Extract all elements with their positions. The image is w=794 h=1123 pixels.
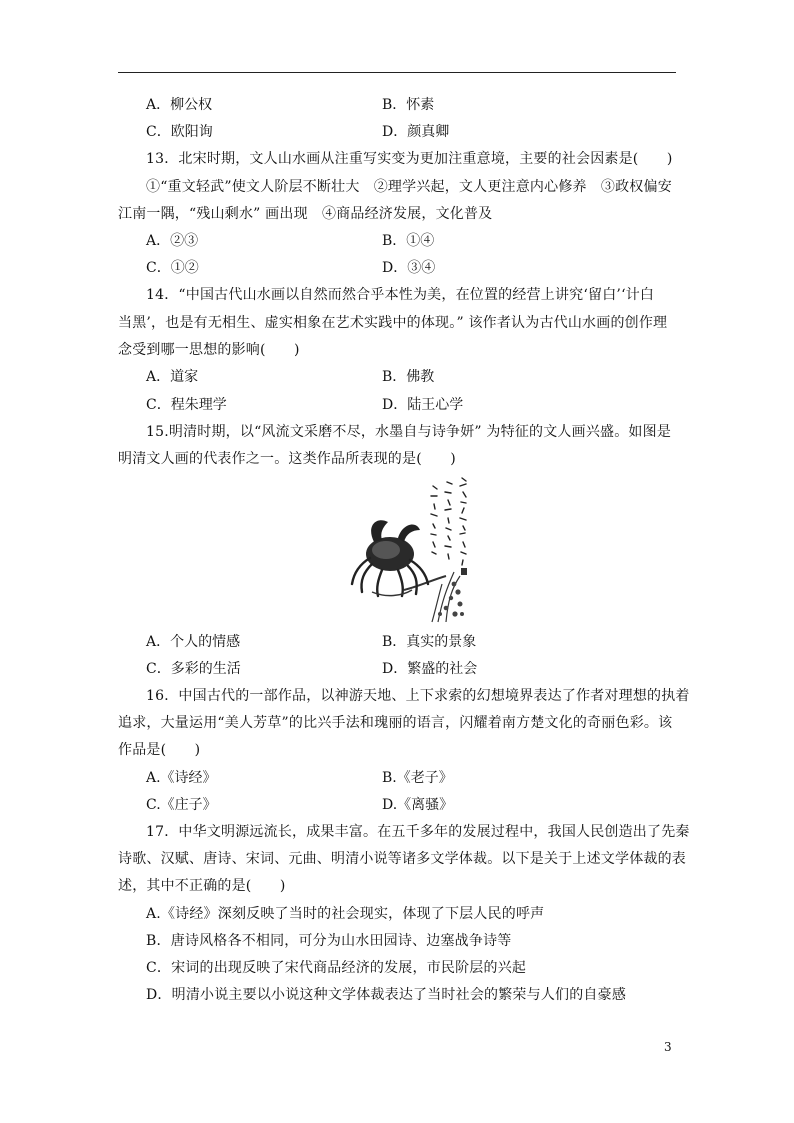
q15-option-d: D．繁盛的社会 [382, 661, 478, 677]
q17-stem-line3: 述，其中不正确的是( ) [118, 878, 286, 894]
q13-option-d: D．③④ [382, 260, 436, 276]
q13-statements-line2: 江南一隅，“残山剩水” 画出现 ④商品经济发展，文化普及 [118, 206, 493, 222]
q16-stem-line3: 作品是( ) [118, 742, 201, 758]
q14-option-a: A．道家 [146, 369, 199, 385]
q15-stem-line1: 15.明清时期，以“风流文采磨不尽，水墨自与诗争妍” 为特征的文人画兴盛。如图是 [146, 424, 672, 440]
q15-option-c: C．多彩的生活 [146, 661, 241, 677]
q17-stem-line1: 17．中华文明源远流长，成果丰富。在五千多年的发展过程中，我国人民创造出了先秦 [146, 824, 690, 840]
q14-option-c: C．程朱理学 [146, 397, 227, 413]
q16-option-b: B.《老子》 [382, 770, 453, 786]
q14-option-d: D．陆王心学 [382, 397, 464, 413]
q13-option-b: B．①④ [382, 233, 435, 249]
q16-stem-line2: 追求，大量运用“美人芳草”的比兴手法和瑰丽的语言，闪耀着南方楚文化的奇丽色彩。该 [118, 715, 673, 731]
q12-option-c: C．欧阳询 [146, 124, 213, 140]
q13-option-a: A．②③ [146, 233, 199, 249]
q17-option-b: B．唐诗风格各不相同，可分为山水田园诗、边塞战争诗等 [146, 933, 512, 949]
literati-painting-image [342, 472, 480, 624]
q17-stem-line2: 诗歌、汉赋、唐诗、宋词、元曲、明清小说等诸多文学体裁。以下是关于上述文学体裁的表 [118, 851, 686, 867]
header-rule [118, 72, 676, 73]
q16-option-d: D.《离骚》 [382, 797, 454, 813]
q17-option-a: A.《诗经》深刻反映了当时的社会现实，体现了下层人民的呼声 [146, 906, 545, 922]
q14-stem-line2: 当黑’，也是有无相生、虚实相象在艺术实践中的体现。” 该作者认为古代山水画的创作理 [118, 315, 668, 331]
q12-option-d: D．颜真卿 [382, 124, 450, 140]
q15-option-a: A．个人的情感 [146, 634, 241, 650]
q13-option-c: C．①② [146, 260, 199, 276]
q14-stem-line1: 14．“中国古代山水画以自然而然合乎本性为美，在位置的经营上讲究‘留白’‘计白 [146, 287, 655, 303]
q16-option-a: A.《诗经》 [146, 770, 217, 786]
q14-stem-line3: 念受到哪一思想的影响( ) [118, 342, 300, 358]
q15-option-b: B．真实的景象 [382, 634, 477, 650]
q16-option-c: C.《庄子》 [146, 797, 217, 813]
q13-statements-line1: ①“重文轻武”使文人阶层不断壮大 ②理学兴起，文人更注意内心修养 ③政权偏安 [146, 179, 672, 195]
q12-option-b: B．怀素 [382, 97, 435, 113]
q17-option-d: D．明清小说主要以小说这种文学体裁表达了当时社会的繁荣与人们的自豪感 [146, 987, 627, 1003]
q15-stem-line2: 明清文人画的代表作之一。这类作品所表现的是( ) [118, 451, 456, 467]
q13-stem: 13．北宋时期，文人山水画从注重写实变为更加注重意境，主要的社会因素是( ) [146, 151, 673, 167]
q16-stem-line1: 16．中国古代的一部作品，以神游天地、上下求索的幻想境界表达了作者对理想的执着 [146, 688, 690, 704]
page-number: 3 [664, 1040, 672, 1054]
q17-option-c: C．宋词的出现反映了宋代商品经济的发展，市民阶层的兴起 [146, 960, 527, 976]
q12-option-a: A．柳公权 [146, 97, 213, 113]
q14-option-b: B．佛教 [382, 369, 435, 385]
